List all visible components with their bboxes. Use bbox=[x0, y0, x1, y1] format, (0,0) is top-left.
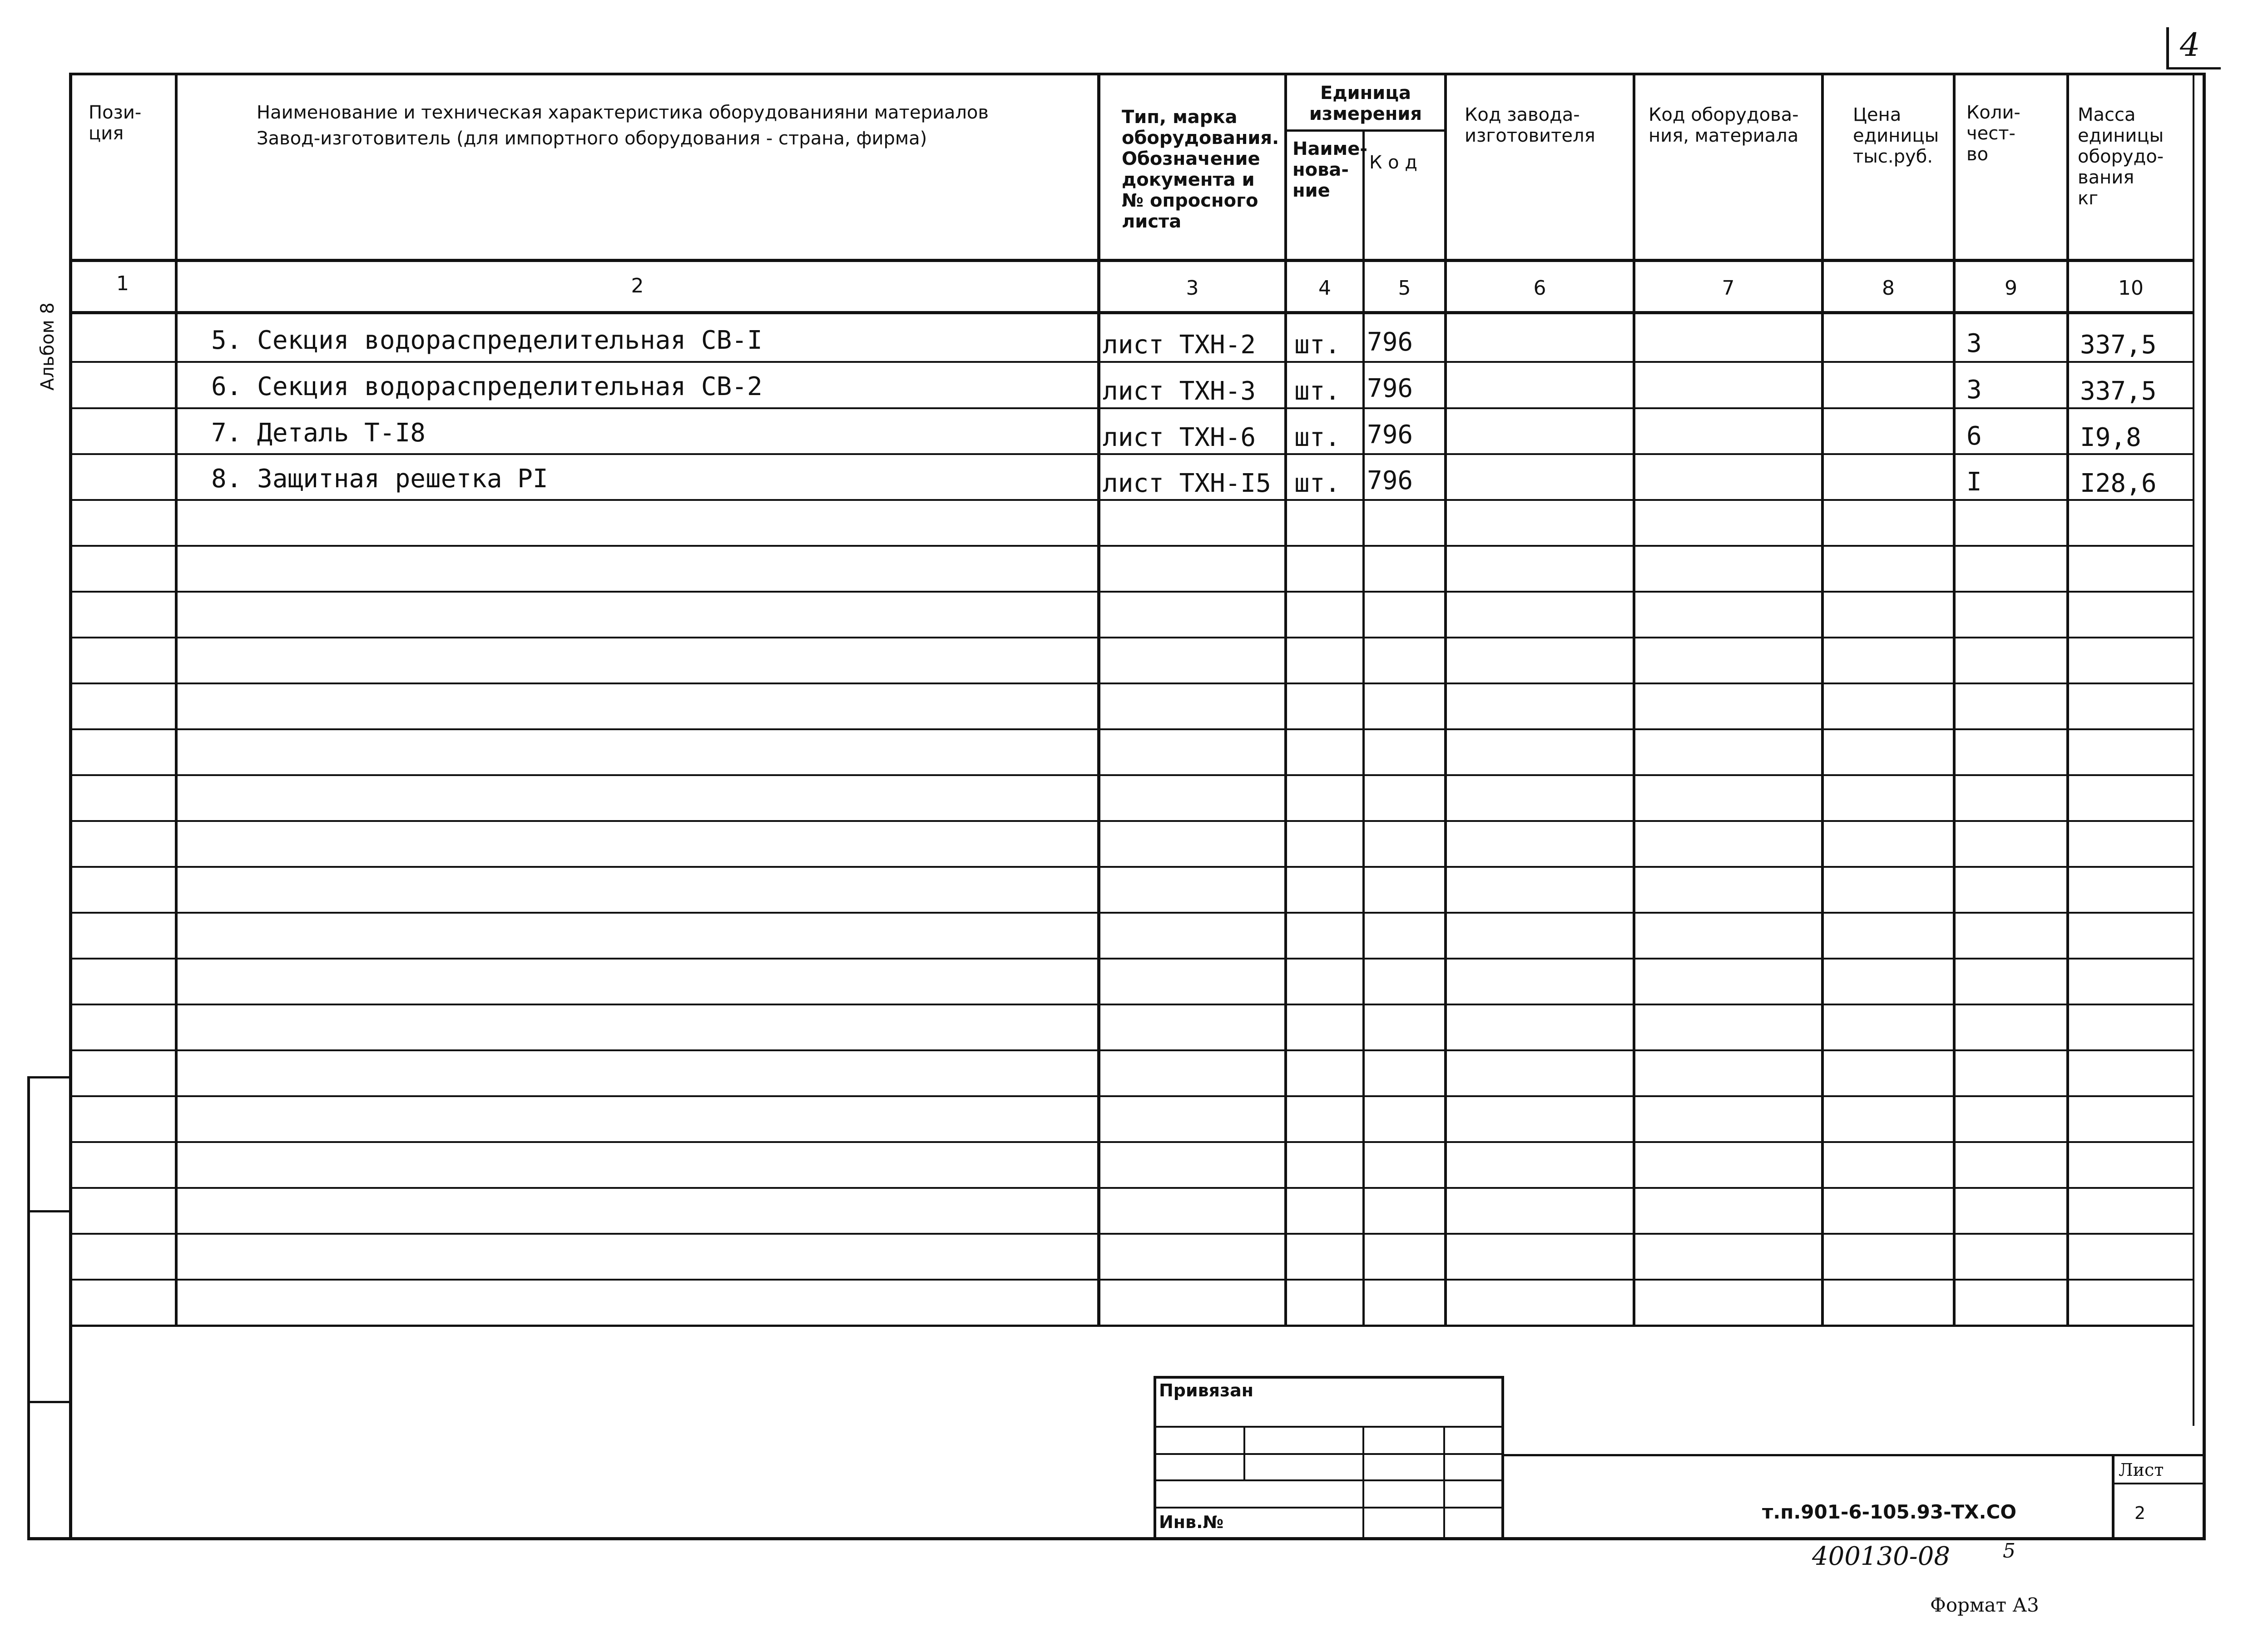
column-number-6: 6 bbox=[1533, 277, 1546, 300]
row-code: 796 bbox=[1367, 420, 1413, 450]
header-unit-group: Единица измерения bbox=[1309, 83, 1422, 124]
row-mass: 337,5 bbox=[2080, 330, 2157, 360]
header-unit-code: К о д bbox=[1369, 152, 1417, 173]
row-doc: лист ТХН-3 bbox=[1103, 376, 1256, 406]
corner-page-number: 4 bbox=[2180, 26, 2200, 64]
header-unit-name: Наиме- нова- ние bbox=[1292, 138, 1367, 201]
row-code: 796 bbox=[1367, 466, 1413, 495]
sheet-label: Лист bbox=[2119, 1460, 2164, 1480]
row-qty: I bbox=[1966, 467, 1982, 497]
column-number-5: 5 bbox=[1398, 277, 1411, 300]
row-name: 5. Секция водораспределительная СВ-I bbox=[211, 326, 763, 355]
row-doc: лист ТХН-6 bbox=[1103, 423, 1256, 452]
column-number-10: 10 bbox=[2118, 277, 2144, 300]
row-qty: 6 bbox=[1966, 421, 1982, 451]
header-unit-mass: Масса единицы оборудо- вания кг bbox=[2078, 104, 2164, 209]
row-mass: I9,8 bbox=[2080, 423, 2141, 452]
row-code: 796 bbox=[1367, 374, 1413, 403]
column-number-2: 2 bbox=[631, 274, 644, 297]
privyazan-label: Привязан bbox=[1159, 1380, 1254, 1400]
handwritten-code: 400130-08 bbox=[1812, 1542, 1950, 1571]
header-type-mark: Тип, марка оборудования. Обозначение документа и № опросного листа bbox=[1122, 107, 1279, 232]
row-unit: шт. bbox=[1294, 423, 1341, 452]
format-label: Формат А3 bbox=[1930, 1594, 2039, 1616]
column-number-8: 8 bbox=[1882, 277, 1895, 300]
header-name-line2: Завод-изготовитель (для импортного оборудования - страна, фирма) bbox=[257, 128, 927, 149]
row-unit: шт. bbox=[1294, 469, 1341, 498]
album-label: Альбом 8 bbox=[37, 302, 58, 391]
sheet-number: 2 bbox=[2134, 1503, 2146, 1523]
row-mass: 337,5 bbox=[2080, 376, 2157, 406]
column-number-1: 1 bbox=[116, 272, 129, 295]
row-qty: 3 bbox=[1966, 329, 1982, 358]
row-unit: шт. bbox=[1294, 376, 1341, 406]
handwritten-suffix: 5 bbox=[2003, 1539, 2015, 1563]
header-unit-price: Цена единицы тыс.руб. bbox=[1853, 104, 1939, 167]
row-code: 796 bbox=[1367, 327, 1413, 357]
row-qty: 3 bbox=[1966, 375, 1982, 405]
header-quantity: Коли- чест- во bbox=[1966, 102, 2020, 165]
column-number-4: 4 bbox=[1318, 277, 1331, 300]
row-mass: I28,6 bbox=[2080, 469, 2157, 498]
row-name: 7. Деталь Т-I8 bbox=[211, 418, 426, 448]
column-number-7: 7 bbox=[1722, 277, 1735, 300]
inventory-number-label: Инв.№ bbox=[1159, 1512, 1224, 1532]
header-name-line1: Наименование и техническая характеристика оборудованияни материалов bbox=[257, 102, 989, 123]
row-doc: лист ТХН-2 bbox=[1103, 330, 1256, 360]
column-number-3: 3 bbox=[1186, 277, 1199, 300]
header-position: Пози- ция bbox=[89, 102, 142, 144]
document-code: т.п.901-6-105.93-ТХ.СО bbox=[1762, 1501, 2017, 1523]
row-doc: лист ТХН-I5 bbox=[1103, 469, 1271, 498]
row-unit: шт. bbox=[1294, 330, 1341, 360]
row-name: 6. Секция водораспределительная СВ-2 bbox=[211, 372, 763, 401]
header-equipment-code: Код оборудова- ния, материала bbox=[1649, 104, 1799, 146]
column-number-9: 9 bbox=[2005, 277, 2017, 300]
header-factory-code: Код завода- изготовителя bbox=[1465, 104, 1595, 146]
row-name: 8. Защитная решетка PI bbox=[211, 464, 548, 494]
